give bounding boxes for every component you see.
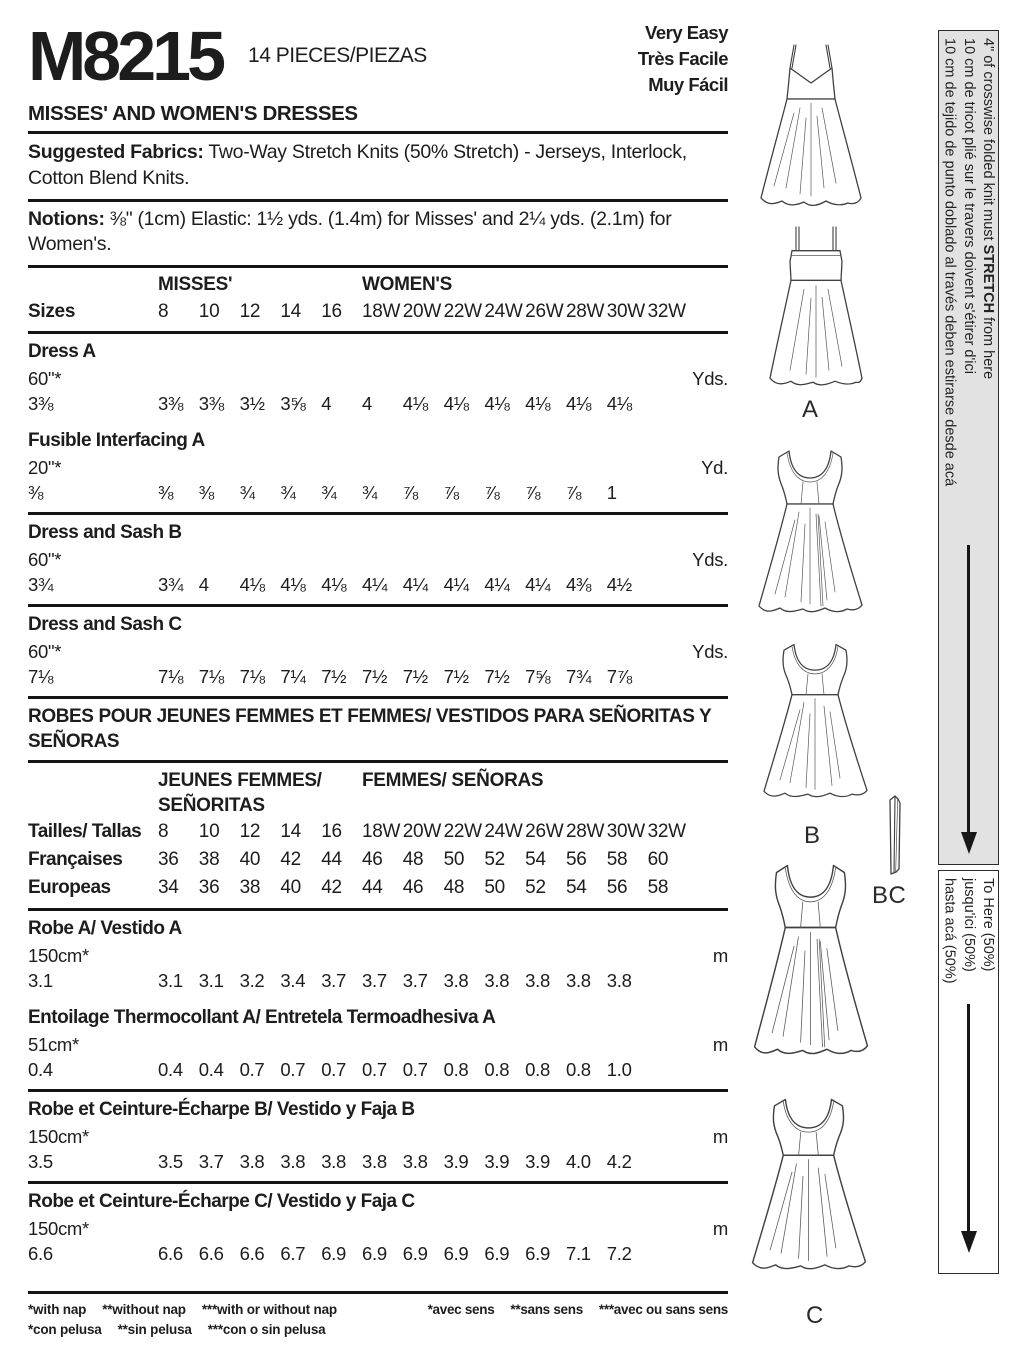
dress-b-section <box>28 515 728 607</box>
metric-value: 0.8 <box>484 1059 510 1080</box>
metric-value: 0.4 <box>158 1059 183 1080</box>
row-name-robe-c: Robe et Ceinture-Écharpe C/ Vestido y Faja C <box>28 1191 415 1212</box>
misses-header: MISSES' <box>158 274 233 295</box>
yardage-value: ⅜ <box>158 482 174 503</box>
metric-value: 3.1 <box>28 970 53 991</box>
size-value: 44 <box>321 849 342 870</box>
size-value: 48 <box>402 849 424 870</box>
pieces-count: 14 PIECES/PIEZAS <box>248 44 427 67</box>
row-name-robe-b: Robe et Ceinture-Écharpe B/ Vestido y Faja B <box>28 1099 415 1120</box>
yardage-value: 3¾ <box>158 574 184 595</box>
yardage-value: ⅞ <box>443 482 459 503</box>
to-here-gauge-box <box>938 870 999 1274</box>
unit-label: m <box>712 1218 728 1239</box>
yardage-value: ⅜ <box>28 482 44 503</box>
sizes-label: Sizes <box>28 301 76 322</box>
footnote-item: ***with or without nap <box>201 1302 337 1317</box>
size-label: 20W <box>402 821 441 842</box>
metric-value: 0.7 <box>280 1059 306 1080</box>
yardage-value: 4⅛ <box>280 574 306 595</box>
size-label: 28W <box>565 301 605 322</box>
yardage-value: 4¼ <box>361 574 388 595</box>
yardage-value: 4¼ <box>525 574 551 595</box>
yardage-value: 4½ <box>606 574 632 595</box>
metric-value: 3.5 <box>158 1151 183 1172</box>
difficulty-en: Very Easy <box>645 22 728 43</box>
size-value: 52 <box>484 849 505 870</box>
metric-row-entoilage-a <box>28 1030 728 1089</box>
metric-value: 3.1 <box>158 970 183 991</box>
row-name-dress-c: Dress and Sash C <box>28 614 182 635</box>
stretch-gauge-text <box>939 38 997 486</box>
stretch-en-bold: STRETCH <box>980 244 996 314</box>
to-here-en: To Here (50%) <box>980 878 996 972</box>
footnote-item: ***avec ou sans sens <box>598 1302 728 1317</box>
unit-label: Yds. <box>692 368 728 389</box>
metric-value: 4.2 <box>606 1151 632 1172</box>
yardage-value: 4⅛ <box>525 393 551 414</box>
metric-value: 6.6 <box>28 1243 53 1264</box>
stretch-en-pre: 4" of crosswise folded knit must <box>980 38 996 245</box>
yardage-value: ⅞ <box>484 482 500 503</box>
unit-label: m <box>712 1034 728 1055</box>
yardage-value: 4⅛ <box>239 574 265 595</box>
yardage-value: 7½ <box>443 666 469 687</box>
row-name-robe-a: Robe A/ Vestido A <box>28 918 182 939</box>
yardage-value: 4⅜ <box>565 574 592 595</box>
dress-c-front-illustration <box>748 855 874 1075</box>
size-label: 32W <box>647 301 686 322</box>
size-value: 54 <box>565 877 587 898</box>
unit-label: m <box>712 945 728 966</box>
to-here-es: hasta acá (50%) <box>941 878 958 984</box>
size-label: 8 <box>158 301 169 322</box>
suggested-fabrics-line <box>28 134 728 202</box>
dress-a-section <box>28 334 728 515</box>
to-here-down-arrow <box>961 1004 977 1253</box>
yardage-value: 4⅛ <box>484 393 510 414</box>
womens-header: WOMEN'S <box>361 274 453 295</box>
metric-value: 1.0 <box>606 1059 632 1080</box>
metric-value: 3.7 <box>402 970 428 991</box>
metric-value: 6.7 <box>280 1243 306 1264</box>
to-here-text <box>939 878 997 984</box>
footnote-item: *con pelusa <box>28 1322 102 1337</box>
yardage-value: ⅞ <box>402 482 418 503</box>
jeunes-header-line1: JEUNES FEMMES/ <box>158 770 322 791</box>
arrow-head <box>961 832 977 854</box>
view-b-label: B <box>804 822 821 849</box>
yardage-value: ¾ <box>321 482 337 503</box>
size-value: 58 <box>647 877 669 898</box>
metric-value: 0.8 <box>443 1059 469 1080</box>
size-value: 40 <box>239 849 261 870</box>
yardage-value: 7½ <box>361 666 388 687</box>
footnote-item: **without nap <box>102 1302 186 1317</box>
yardage-value: 3⅜ <box>28 393 54 414</box>
europeas-label: Europeas <box>28 877 111 898</box>
size-value: 34 <box>158 877 179 898</box>
fabric-width-label: 20"* <box>28 457 62 478</box>
size-label: 16 <box>321 821 342 842</box>
metric-value: 3.8 <box>361 1151 387 1172</box>
yardage-value: 7⅛ <box>239 666 265 687</box>
metric-value: 0.7 <box>402 1059 428 1080</box>
fabric-width-label: 51cm* <box>28 1034 79 1055</box>
size-label: 22W <box>443 301 482 322</box>
difficulty-es: Muy Fácil <box>648 74 728 95</box>
metric-value: 0.8 <box>565 1059 591 1080</box>
size-label: 22W <box>443 821 482 842</box>
yardage-value: 3⅝ <box>280 393 306 414</box>
francaises-row <box>28 846 728 874</box>
metric-row-robe-b <box>28 1122 728 1181</box>
europeas-row <box>28 874 728 908</box>
yardage-value: 4¼ <box>443 574 469 595</box>
footnote-item: ***con o sin pelusa <box>207 1322 326 1337</box>
unit-label: Yds. <box>692 549 728 570</box>
yardage-value: 4⅛ <box>606 393 632 414</box>
size-label: 14 <box>280 821 301 842</box>
view-c-label: C <box>806 1302 824 1329</box>
unit-label: Yd. <box>701 457 728 478</box>
metric-value: 0.7 <box>361 1059 387 1080</box>
size-label: 8 <box>158 821 169 842</box>
size-label: 12 <box>239 821 261 842</box>
sizes-row <box>28 296 728 331</box>
footnote-item: *avec sens <box>427 1302 495 1317</box>
notions-line <box>28 202 728 268</box>
dress-c-back-illustration <box>746 1090 872 1288</box>
yardage-value: 3¾ <box>28 574 54 595</box>
intl-size-header-section <box>28 763 728 911</box>
yardage-value: 4 <box>361 393 372 414</box>
metric-value: 3.8 <box>565 970 591 991</box>
robe-a-section <box>28 911 728 1092</box>
size-value: 54 <box>525 849 546 870</box>
metric-value: 3.8 <box>280 1151 306 1172</box>
size-value: 60 <box>647 849 669 870</box>
metric-value: 3.8 <box>484 970 510 991</box>
metric-value: 6.6 <box>239 1243 265 1264</box>
metric-value: 3.8 <box>321 1151 347 1172</box>
metric-value: 6.9 <box>402 1243 428 1264</box>
yardage-value: 3⅜ <box>158 393 184 414</box>
metric-row-robe-a <box>28 941 728 1000</box>
footnote-item: *with nap <box>28 1302 87 1317</box>
yardage-value: 4 <box>198 574 209 595</box>
yardage-value: 7⅛ <box>158 666 184 687</box>
size-value: 50 <box>484 877 505 898</box>
to-here-fr: jusqu'ici (50%) <box>960 878 977 972</box>
metric-value: 6.9 <box>484 1243 510 1264</box>
size-value: 42 <box>280 849 301 870</box>
metric-value: 7.1 <box>565 1243 591 1264</box>
size-value: 58 <box>606 849 628 870</box>
femmes-senoras-header: FEMMES/ SEÑORAS <box>361 770 544 791</box>
intl-title: ROBES POUR JEUNES FEMMES ET FEMMES/ VESTIDOS PARA SEÑORITAS Y SEÑORAS <box>28 699 728 763</box>
yardage-value: ¾ <box>361 482 378 503</box>
yardage-value: 7⅛ <box>28 666 54 687</box>
difficulty-rating <box>638 20 728 98</box>
metric-value: 3.7 <box>361 970 387 991</box>
yardage-value: 3½ <box>239 393 265 414</box>
stretch-down-arrow <box>961 545 977 854</box>
row-name-dress-b: Dress and Sash B <box>28 522 182 543</box>
fabric-width-label: 150cm* <box>28 945 89 966</box>
size-header-section <box>28 268 728 334</box>
arrow-shaft <box>967 545 971 833</box>
metric-value: 6.9 <box>525 1243 550 1264</box>
metric-value: 3.1 <box>198 970 224 991</box>
metric-value: 3.8 <box>402 1151 428 1172</box>
fabrics-label: Suggested Fabrics: <box>28 141 204 163</box>
dress-b-front-illustration <box>753 442 868 630</box>
metric-value: 3.8 <box>606 970 632 991</box>
robe-c-section <box>28 1184 728 1273</box>
size-label: 20W <box>402 301 441 322</box>
robe-b-section <box>28 1092 728 1184</box>
metric-value: 0.4 <box>28 1059 53 1080</box>
dress-a-back-illustration <box>768 224 864 400</box>
size-value: 52 <box>525 877 546 898</box>
size-label: 30W <box>606 821 645 842</box>
fabric-width-label: 60"* <box>28 549 62 570</box>
size-value: 38 <box>198 849 220 870</box>
metric-value: 6.9 <box>361 1243 387 1264</box>
footnote-es-line <box>28 1320 353 1340</box>
size-value: 44 <box>361 877 383 898</box>
metric-value: 0.7 <box>321 1059 347 1080</box>
size-label: 26W <box>525 301 564 322</box>
size-label: 24W <box>484 301 523 322</box>
yardage-value: 4⅛ <box>443 393 469 414</box>
yardage-value: 7½ <box>402 666 428 687</box>
notions-text: ⅜" (1cm) Elastic: 1½ yds. (1.4m) for Misses' and 2¼ yds. (2.1m) for Women's. <box>28 208 672 255</box>
metric-value: 3.9 <box>443 1151 469 1172</box>
francaises-label: Françaises <box>28 849 123 870</box>
tailles-row <box>28 818 728 846</box>
footnotes <box>28 1291 728 1340</box>
stretch-gauge-box <box>938 30 999 865</box>
size-label: 26W <box>525 821 564 842</box>
yardage-value: 7½ <box>321 666 347 687</box>
view-a-label: A <box>802 396 819 423</box>
row-name-dress-a: Dress A <box>28 341 96 362</box>
size-label: 12 <box>239 301 261 322</box>
metric-value: 7.2 <box>606 1243 632 1264</box>
yardage-value: ⅞ <box>525 482 541 503</box>
arrow-shaft <box>967 1004 971 1232</box>
metric-row-robe-c <box>28 1214 728 1273</box>
header-row <box>28 18 728 100</box>
metric-value: 3.7 <box>198 1151 224 1172</box>
size-label: 14 <box>280 301 301 322</box>
footnote-en-line <box>28 1300 353 1320</box>
metric-value: 0.8 <box>525 1059 550 1080</box>
metric-value: 3.4 <box>280 970 306 991</box>
size-value: 48 <box>443 877 465 898</box>
yardage-value: 7¾ <box>565 666 592 687</box>
yardage-value: ¾ <box>280 482 296 503</box>
size-value: 40 <box>280 877 301 898</box>
difficulty-fr: Très Facile <box>637 48 728 69</box>
yardage-value: ⅞ <box>565 482 582 503</box>
yardage-value: 4⅛ <box>321 574 347 595</box>
yardage-row-interfacing-a <box>28 453 728 512</box>
metric-value: 3.9 <box>484 1151 510 1172</box>
tailles-label: Tailles/ Tallas <box>28 821 142 842</box>
page-title: MISSES' AND WOMEN'S DRESSES <box>28 100 728 134</box>
yardage-value: 1 <box>606 482 617 503</box>
stretch-en-post: from here <box>980 313 996 380</box>
dress-b-back-illustration <box>758 636 873 814</box>
fabric-width-label: 150cm* <box>28 1126 89 1147</box>
fabrics-text: Two-Way Stretch Knits (50% Stretch) - Jerseys, Interlock, Cotton Blend Knits. <box>28 141 687 189</box>
metric-value: 3.8 <box>525 970 550 991</box>
metric-value: 3.7 <box>321 970 347 991</box>
size-value: 50 <box>443 849 465 870</box>
size-value: 56 <box>565 849 587 870</box>
metric-value: 3.2 <box>239 970 265 991</box>
row-name-entoilage-a: Entoilage Thermocollant A/ Entretela Termoadhesiva A <box>28 1007 496 1028</box>
unit-label: m <box>712 1126 728 1147</box>
pattern-number: M8215 <box>28 17 223 95</box>
dress-c-section <box>28 607 728 699</box>
metric-value: 6.6 <box>158 1243 183 1264</box>
stretch-text-es: 10 cm de tejido de punto doblado al través deben estirarse desde acá <box>941 38 958 487</box>
size-value: 36 <box>158 849 179 870</box>
size-value: 46 <box>361 849 383 870</box>
size-value: 56 <box>606 877 628 898</box>
metric-value: 6.6 <box>198 1243 224 1264</box>
footnote-item: **sin pelusa <box>117 1322 192 1337</box>
metric-value: 3.8 <box>239 1151 265 1172</box>
size-label: 18W <box>361 301 401 322</box>
metric-value: 6.9 <box>443 1243 469 1264</box>
size-label: 24W <box>484 821 523 842</box>
metric-value: 3.5 <box>28 1151 53 1172</box>
row-name-interfacing-a: Fusible Interfacing A <box>28 430 205 451</box>
yardage-value: 7¼ <box>280 666 306 687</box>
stretch-text-en <box>978 38 997 486</box>
metric-value: 4.0 <box>565 1151 591 1172</box>
fabric-width-label: 60"* <box>28 368 62 389</box>
size-value: 42 <box>321 877 342 898</box>
sash-bc-illustration <box>883 794 908 878</box>
jeunes-header-line2: SEÑORITAS <box>158 795 265 816</box>
stretch-text-fr: 10 cm de tricot plié sur le travers doivent s'étirer d'ici <box>960 38 977 374</box>
arrow-head <box>961 1231 977 1253</box>
yardage-value: ⅜ <box>198 482 214 503</box>
jeunes-femmes-header <box>158 768 362 818</box>
metric-value: 3.8 <box>443 970 469 991</box>
size-value: 38 <box>239 877 261 898</box>
size-value: 36 <box>198 877 220 898</box>
metric-value: 0.7 <box>239 1059 265 1080</box>
envelope-content <box>28 18 728 1340</box>
size-label: 18W <box>361 821 401 842</box>
yardage-value: 7⅝ <box>525 666 551 687</box>
intl-size-group-header <box>28 763 728 818</box>
yardage-value: 4¼ <box>402 574 428 595</box>
size-label: 10 <box>198 821 220 842</box>
yardage-value: 7½ <box>484 666 510 687</box>
size-group-header <box>28 268 728 296</box>
yardage-value: 3⅜ <box>198 393 224 414</box>
notions-label: Notions: <box>28 208 105 230</box>
view-bc-label: BC <box>872 882 907 909</box>
size-label: 30W <box>606 301 645 322</box>
yardage-row-dress-b <box>28 545 728 604</box>
dress-a-front-illustration <box>756 38 866 220</box>
footnotes-left <box>28 1300 353 1340</box>
yardage-value: 7⅛ <box>198 666 224 687</box>
fabric-width-label: 150cm* <box>28 1218 89 1239</box>
yardage-value: 4¼ <box>484 574 510 595</box>
unit-label: Yds. <box>692 641 728 662</box>
yardage-value: 4 <box>321 393 332 414</box>
size-label: 10 <box>198 301 220 322</box>
yardage-row-dress-c <box>28 637 728 696</box>
metric-value: 6.9 <box>321 1243 347 1264</box>
size-label: 16 <box>321 301 342 322</box>
fabric-width-label: 60"* <box>28 641 62 662</box>
yardage-value: ¾ <box>239 482 255 503</box>
size-value: 46 <box>402 877 424 898</box>
size-label: 32W <box>647 821 686 842</box>
yardage-value: 7⅞ <box>606 666 632 687</box>
size-label: 28W <box>565 821 605 842</box>
footnote-fr-line <box>412 1300 728 1320</box>
yardage-row-dress-a <box>28 364 728 423</box>
yardage-value: 4⅛ <box>565 393 592 414</box>
footnote-item: **sans sens <box>510 1302 583 1317</box>
metric-value: 3.9 <box>525 1151 550 1172</box>
metric-value: 0.4 <box>198 1059 224 1080</box>
yardage-value: 4⅛ <box>402 393 428 414</box>
